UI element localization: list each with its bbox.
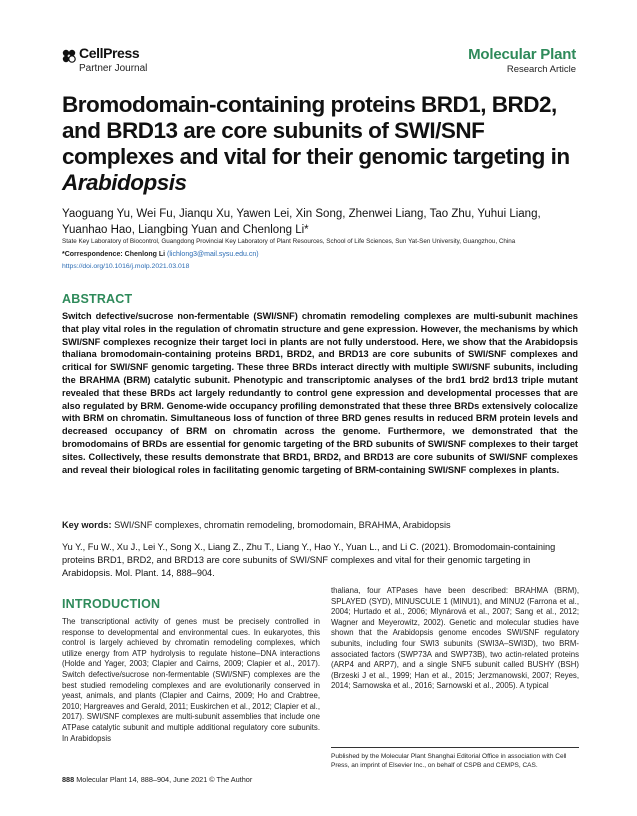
citation: Yu Y., Fu W., Xu J., Lei Y., Song X., Liang Z., Zhu T., Liang Y., Hao Y., Yuan L., and Li C. (2021). Bromodomain-containing proteins BRD1, BRD2, and BRD13 are core subunits of SWI/SNF complexes and vital for their genomic targeting in Arabidopsis. Mol. Plant. 14, 888–904. [62, 542, 556, 578]
page-footer [62, 775, 252, 784]
keywords-text: SWI/SNF complexes, chromatin remodeling, bromodomain, BRAHMA, Arabidopsis [114, 520, 451, 530]
intro-left-column: The transcriptional activity of genes must be precisely controlled in response to developmental and environmental cues. In eukaryotes, this control is largely achieved by chromatin remodeling complexes, which utilize energy from ATP hydrolysis to regulate histone–DNA interactions (Holde and Yager, 2003; Clapier and Cairns, 2009; Clapier et al., 2017). Switch defective/sucrose non-fermentable (SWI/SNF) complexes are the best studied remodeling complexes and are evolutionarily conserved in yeast, animals, and plants (Clapier and Cairns, 2009; Ho and Crabtree, 2010; Hargreaves and Gerald, 2011; Euskirchen et al., 2012; Clapier et al., 2017). SWI/SNF complexes are multi-subunit assemblies that include one ATPase catalytic subunit and multiple additional regulatory core subunits. In Arabidopsis [62, 617, 320, 743]
correspondence-label: *Correspondence: [62, 251, 123, 258]
journal-name[interactable]: Molecular Plant [468, 46, 576, 63]
journal-header [468, 46, 576, 75]
footnote-divider [331, 747, 579, 748]
article-title [62, 92, 582, 196]
correspondence-name: Chenlong Li [124, 251, 166, 258]
keywords [62, 519, 578, 532]
doi-link[interactable]: https://doi.org/10.1016/j.molp.2021.03.018 [62, 263, 190, 270]
correspondence [62, 251, 259, 258]
intro-right-column: thaliana, four ATPases have been described: BRAHMA (BRM), SPLAYED (SYD), MINUSCULE 1 (MINU1), and MINU2 (Farrona et al., 2004; Hurtado et al., 2006; Mlynárová et al., 2007; Sang et al., 2012; Wagner and Meyerowitz, 2002). Genetic and molecular studies have shown that the Arabidopsis genome encodes SWI/SNF regulatory subunits, including four SWI3 subunits (SWI3A–SWI3D), two BRM-associated factors (SWP73A and SWP73B), two actin-related proteins (ARP4 and ARP7), and a single SNF5 subunit called BUSHY (BSH) (Brzeski J et al., 1999; Han et al., 2015; Jerzmanowski, 2007; Reyes, 2014; Sarnowska et al., 2016; Sarnowski et al., 2005). A typical [331, 586, 579, 691]
title-italic: Arabidopsis [62, 170, 187, 195]
publisher-note: Published by the Molecular Plant Shanghai Editorial Office in association with Cell Press, an imprint of Elsevier Inc., on behalf of CSPB and CEMPS, CAS. [331, 753, 567, 769]
publisher-subtitle: Partner Journal [79, 63, 148, 74]
abstract-text: Switch defective/sucrose non-fermentable (SWI/SNF) chromatin remodeling complexes are multi-subunit machines that play vital roles in the regulation of chromatin structure and gene expression. However, the mechanisms by which SWI/SNF complexes recognize their target loci in plants are not fully understood. Here, we show that the Arabidopsis thaliana bromodomain-containing proteins BRD1, BRD2, and BRD13 are core subunits of SWI/SNF complexes and critical for SWI/SNF genomic targeting. These three BRDs interact directly with multiple SWI/SNF subunits, including the BRAHMA (BRM) catalytic subunit. Phenotypic and transcriptomic analyses of the brd1 brd2 brd13 triple mutant revealed that these BRDs act largely redundantly to control gene expression and developmental processes that are also regulated by BRM. Genome-wide occupancy profiling demonstrated that these three BRDs extensively colocalize with BRM on chromatin. Simultaneous loss of function of three BRD genes results in reduced BRM protein levels and decreased occupancy of BRM on chromatin across the genome. Furthermore, we demonstrated that the bromodomains of BRDs are essential for genomic targeting of the BRD subunits of SWI/SNF complexes to their target sites. Collectively, these results demonstrate that BRD1, BRD2, and BRD13 are core subunits of SWI/SNF complexes and reveal their biological roles in facilitating genomic targeting of BRM-containing SWI/SNF complexes in plants. [62, 311, 578, 475]
correspondence-email[interactable]: (lichlong3@mail.sysu.edu.cn) [167, 251, 259, 258]
article-type: Research Article [506, 64, 576, 75]
affiliation: State Key Laboratory of Biocontrol, Guangdong Provincial Key Laboratory of Plant Resources, School of Life Sciences, Sun Yat-Sen University, Guangzhou, China [62, 238, 516, 245]
abstract-heading: ABSTRACT [62, 292, 133, 306]
title-main: Bromodomain-containing proteins BRD1, BRD2, and BRD13 are core subunits of SWI/SNF complexes and vital for their genomic targeting in [62, 92, 570, 169]
keywords-label: Key words: [62, 520, 112, 530]
cellpress-logo-icon [62, 49, 76, 63]
cellpress-logo[interactable] [62, 44, 192, 80]
page-number: 888 [62, 775, 75, 784]
author-list: Yaoguang Yu, Wei Fu, Jianqu Xu, Yawen Lei, Xin Song, Zhenwei Liang, Tao Zhu, Yuhui Liang, Yuanhao Hao, Liangbing Yuan and Chenlong Li* [62, 208, 541, 236]
publisher-name: CellPress [79, 45, 140, 61]
introduction-heading: INTRODUCTION [62, 597, 161, 611]
footer-text: Molecular Plant 14, 888–904, June 2021 © The Author [76, 775, 253, 784]
